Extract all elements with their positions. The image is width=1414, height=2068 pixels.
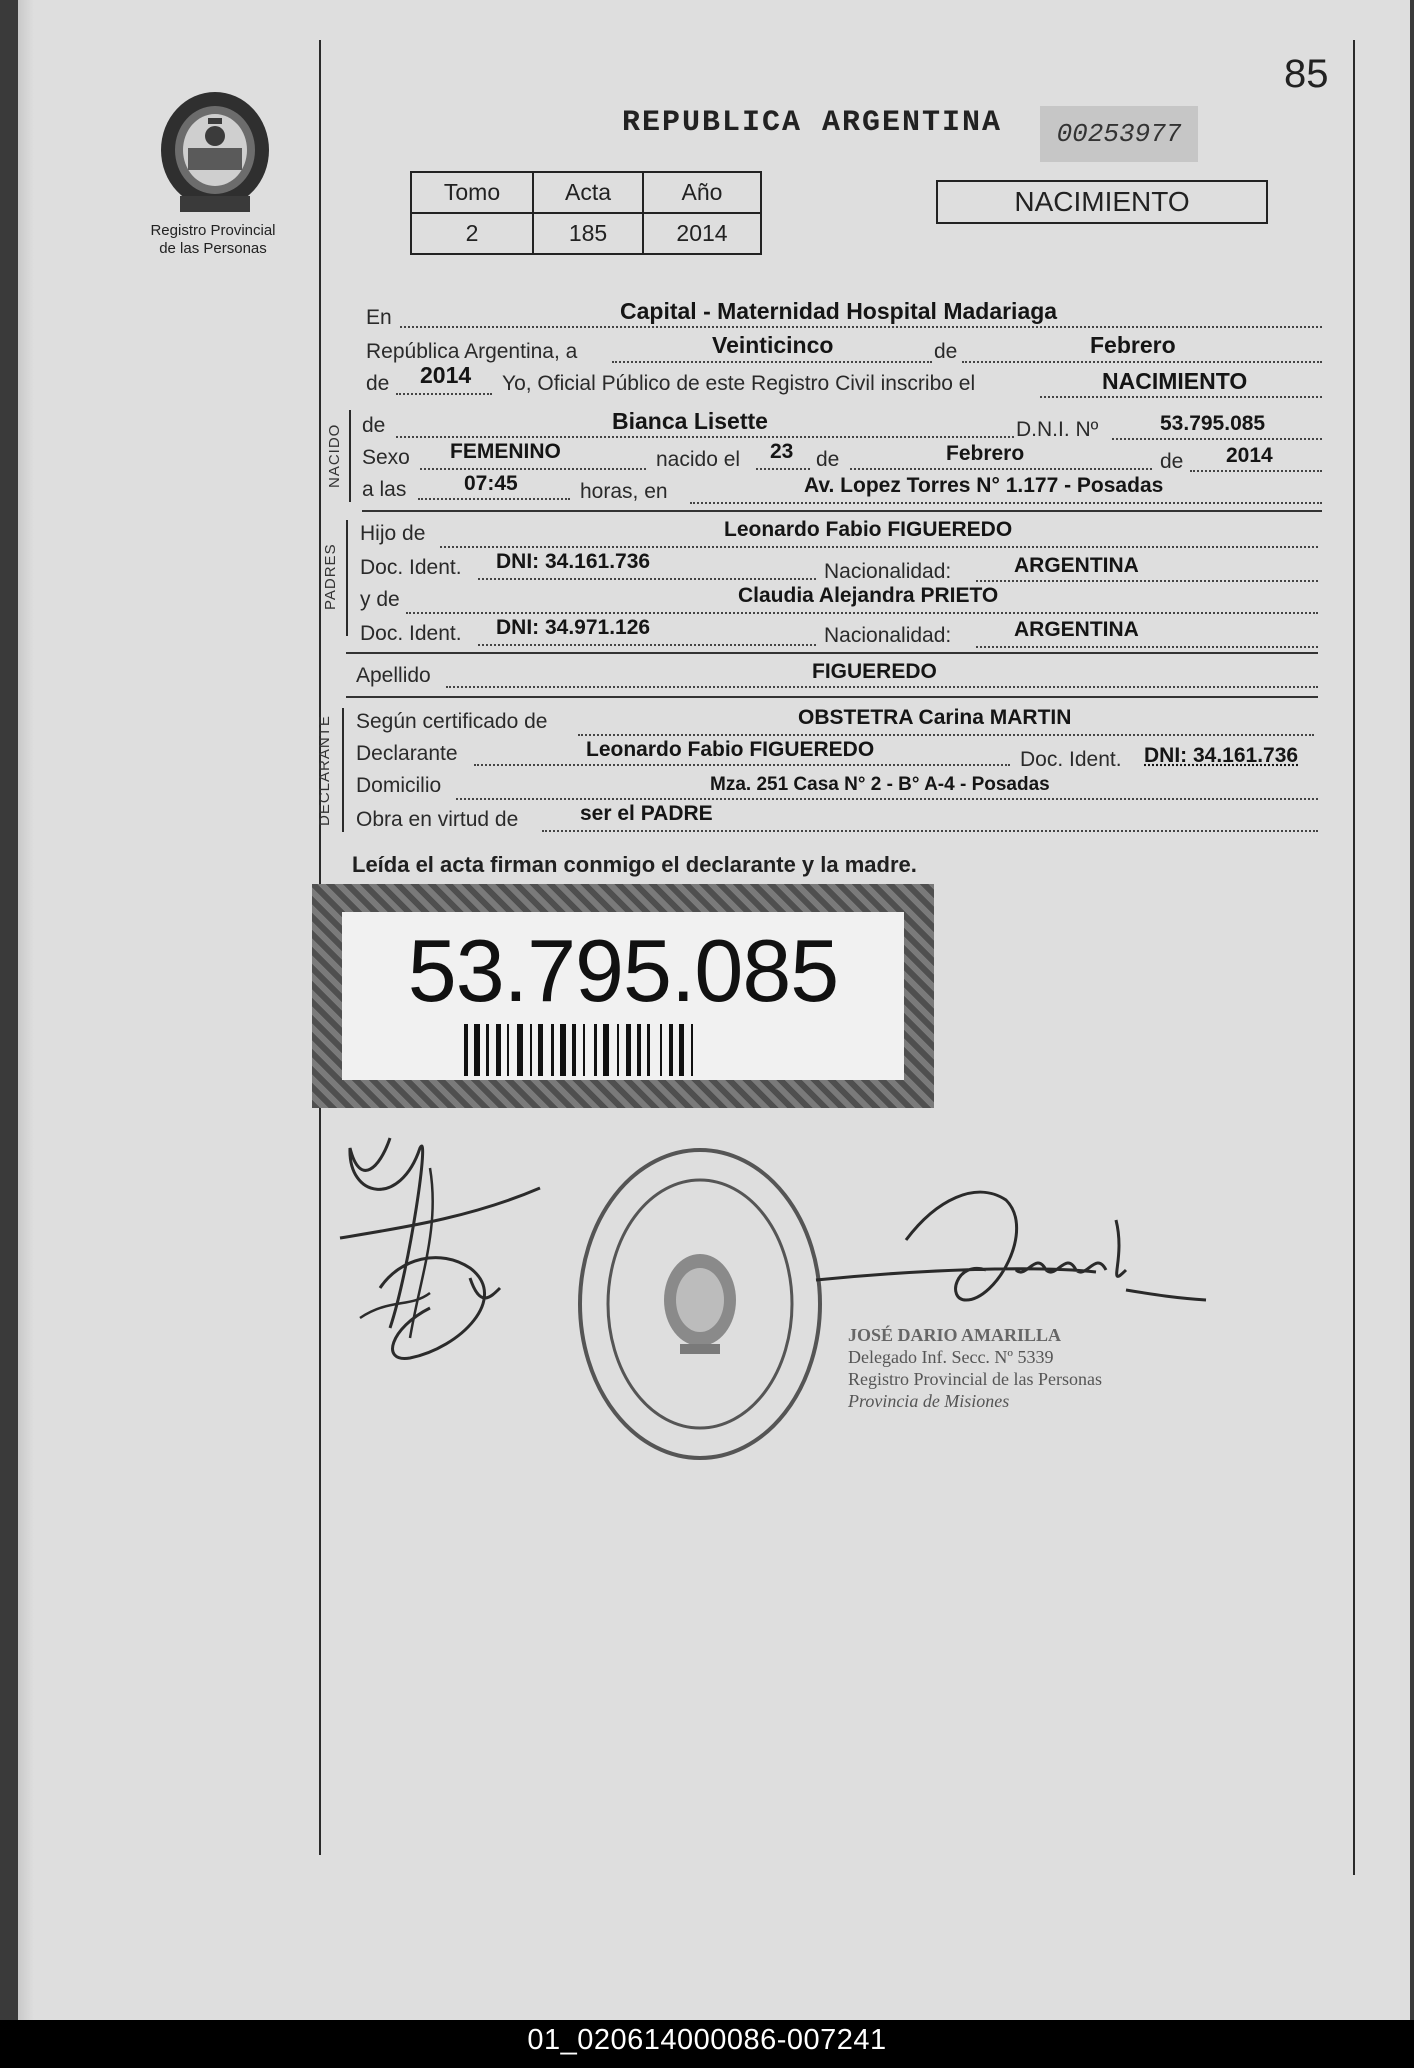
logo-caption-line1: Registro Provincial bbox=[150, 222, 276, 239]
barcode-bar bbox=[517, 1024, 523, 1076]
section-rule bbox=[346, 696, 1318, 698]
page-edge bbox=[18, 0, 34, 2020]
barcode-bar bbox=[669, 1024, 673, 1076]
value-father-doc: DNI: 34.161.736 bbox=[496, 550, 651, 573]
province-coat-of-arms-logo bbox=[158, 88, 272, 216]
value-birth-place: Av. Lopez Torres N° 1.177 - Posadas bbox=[804, 474, 1164, 497]
value-month: Febrero bbox=[1090, 332, 1176, 358]
dotted-line bbox=[542, 830, 1318, 832]
dotted-line bbox=[396, 393, 492, 395]
dni-sticker bbox=[312, 884, 934, 1108]
logo-caption-line2: de las Personas bbox=[159, 240, 267, 257]
right-frame-line bbox=[1353, 40, 1355, 1875]
section-rule bbox=[346, 652, 1318, 654]
dotted-line bbox=[474, 764, 1010, 766]
value-child-dni: 53.795.085 bbox=[1160, 412, 1266, 435]
header-title: REPUBLICA ARGENTINA bbox=[622, 106, 1003, 140]
label-nacido-el: nacido el bbox=[656, 448, 741, 471]
barcode-bar bbox=[538, 1024, 543, 1076]
dni-sticker-number: 53.795.085 bbox=[407, 921, 839, 1020]
barcode-bar bbox=[560, 1024, 566, 1076]
official-title: Delegado Inf. Secc. Nº 5339 bbox=[848, 1347, 1054, 1367]
dotted-line bbox=[850, 468, 1152, 470]
label-horas-en: horas, en bbox=[580, 480, 668, 503]
value-day: Veinticinco bbox=[712, 332, 834, 358]
label-segun-certificado: Según certificado de bbox=[356, 710, 548, 733]
official-signature-block bbox=[848, 1324, 1102, 1412]
logo-caption bbox=[128, 222, 298, 258]
value-capacity: ser el PADRE bbox=[580, 802, 713, 825]
dotted-line bbox=[612, 361, 932, 363]
barcode-bar bbox=[660, 1024, 662, 1076]
section-divider-padres bbox=[346, 520, 348, 636]
value-declarant-doc: DNI: 34.161.736 bbox=[1144, 744, 1299, 767]
value-mother-doc: DNI: 34.971.126 bbox=[496, 616, 651, 639]
barcode-bar bbox=[507, 1024, 509, 1076]
official-name: JOSÉ DARIO AMARILLA bbox=[848, 1325, 1062, 1345]
label-declarante: Declarante bbox=[356, 742, 458, 765]
value-declarant-name: Leonardo Fabio FIGUEREDO bbox=[586, 738, 875, 761]
dni-sticker-label bbox=[342, 912, 904, 1080]
barcode-bar bbox=[647, 1024, 650, 1076]
label-de: de bbox=[934, 340, 958, 363]
section-label-nacido: NACIDO bbox=[326, 423, 343, 488]
barcode-bar bbox=[496, 1024, 501, 1076]
label-yo-oficial: Yo, Oficial Público de este Registro Civil inscribo el bbox=[502, 372, 976, 395]
dotted-line bbox=[1112, 438, 1322, 440]
section-divider-declarante bbox=[342, 708, 344, 832]
label-domicilio: Domicilio bbox=[356, 774, 442, 797]
dotted-line bbox=[406, 612, 1318, 614]
label-doc-ident: Doc. Ident. bbox=[360, 556, 462, 579]
registry-table-header-row bbox=[411, 172, 761, 213]
label-obra-en-virtud: Obra en virtud de bbox=[356, 808, 519, 831]
dotted-line bbox=[478, 578, 816, 580]
barcode-bar bbox=[626, 1024, 631, 1076]
document-type-box: NACIMIENTO bbox=[936, 180, 1268, 224]
value-child-name: Bianca Lisette bbox=[612, 408, 768, 434]
registry-table-value-row bbox=[411, 213, 761, 254]
dotted-line bbox=[418, 498, 570, 500]
dotted-line bbox=[756, 468, 810, 470]
table-value-anio: 2014 bbox=[643, 213, 761, 254]
value-sex: FEMENINO bbox=[450, 440, 561, 463]
label-republica: República Argentina, a bbox=[366, 340, 578, 363]
value-birth-year: 2014 bbox=[1226, 444, 1273, 467]
scan-image-code: 01_020614000086-007241 bbox=[527, 2024, 887, 2056]
barcode-bar bbox=[583, 1024, 585, 1076]
barcode-bar bbox=[594, 1024, 597, 1076]
label-de-year: de bbox=[1160, 450, 1184, 473]
label-y-de: y de bbox=[360, 588, 400, 611]
label-apellido: Apellido bbox=[356, 664, 431, 687]
dotted-line bbox=[478, 644, 816, 646]
barcode-bar bbox=[617, 1024, 619, 1076]
dotted-line bbox=[400, 326, 1322, 328]
table-header-tomo: Tomo bbox=[411, 172, 533, 213]
value-birth-time: 07:45 bbox=[464, 472, 518, 495]
value-apellido: FIGUEREDO bbox=[812, 660, 937, 683]
dotted-line bbox=[1190, 470, 1322, 472]
dotted-line bbox=[420, 468, 646, 470]
closing-statement: Leída el acta firman conmigo el declarante y la madre. bbox=[352, 852, 917, 877]
barcode-bar bbox=[603, 1024, 609, 1076]
barcode-bar bbox=[551, 1024, 554, 1076]
dotted-line bbox=[440, 546, 1318, 548]
section-label-declarante: DECLARANTE bbox=[316, 715, 333, 826]
label-dni: D.N.I. Nº bbox=[1016, 418, 1099, 441]
value-year: 2014 bbox=[420, 362, 472, 388]
dotted-line bbox=[1040, 396, 1322, 398]
serial-number: 00253977 bbox=[1040, 106, 1198, 162]
value-certificate: OBSTETRA Carina MARTIN bbox=[798, 706, 1072, 729]
dotted-line bbox=[578, 734, 1314, 736]
barcode-bar bbox=[474, 1024, 480, 1076]
registry-table bbox=[410, 171, 762, 255]
value-location: Capital - Maternidad Hospital Madariaga bbox=[620, 298, 1058, 324]
value-father-name: Leonardo Fabio FIGUEREDO bbox=[724, 518, 1013, 541]
table-value-acta: 185 bbox=[533, 213, 643, 254]
barcode-bar bbox=[530, 1024, 532, 1076]
label-doc-ident: Doc. Ident. bbox=[360, 622, 462, 645]
barcode-bar bbox=[679, 1024, 684, 1076]
official-org: Registro Provincial de las Personas bbox=[848, 1369, 1102, 1389]
barcode-bar bbox=[691, 1024, 693, 1076]
label-de: de bbox=[366, 372, 390, 395]
dotted-line bbox=[396, 436, 1014, 438]
value-event: NACIMIENTO bbox=[1102, 368, 1248, 394]
section-divider-nacido bbox=[349, 410, 351, 502]
value-birth-day: 23 bbox=[770, 440, 794, 463]
section-rule bbox=[362, 510, 1322, 512]
declarant-signature bbox=[320, 1108, 550, 1378]
label-a-las: a las bbox=[362, 478, 407, 501]
dotted-line bbox=[976, 580, 1318, 582]
section-label-padres: PADRES bbox=[322, 543, 339, 610]
barcode bbox=[464, 1024, 834, 1076]
value-mother-name: Claudia Alejandra PRIETO bbox=[738, 584, 999, 607]
dotted-line bbox=[976, 646, 1318, 648]
value-mother-nationality: ARGENTINA bbox=[1014, 618, 1139, 641]
dotted-line bbox=[446, 686, 1318, 688]
barcode-bar bbox=[464, 1024, 468, 1076]
barcode-bar bbox=[637, 1024, 641, 1076]
label-de: de bbox=[362, 414, 386, 437]
label-hijo-de: Hijo de bbox=[360, 522, 426, 545]
dotted-line bbox=[456, 798, 1318, 800]
barcode-bar bbox=[486, 1024, 489, 1076]
official-signature bbox=[816, 1192, 1206, 1300]
table-header-acta: Acta bbox=[533, 172, 643, 213]
value-birth-month: Febrero bbox=[946, 442, 1025, 465]
barcode-bar bbox=[572, 1024, 576, 1076]
table-value-tomo: 2 bbox=[411, 213, 533, 254]
label-en: En bbox=[366, 306, 392, 329]
label-doc-ident: Doc. Ident. bbox=[1020, 748, 1122, 771]
label-de-month: de bbox=[816, 448, 840, 471]
label-nacionalidad: Nacionalidad: bbox=[824, 624, 952, 647]
value-father-nationality: ARGENTINA bbox=[1014, 554, 1139, 577]
label-sexo: Sexo bbox=[362, 446, 410, 469]
table-header-anio: Año bbox=[643, 172, 761, 213]
label-nacionalidad: Nacionalidad: bbox=[824, 560, 952, 583]
value-address: Mza. 251 Casa N° 2 - B° A-4 - Posadas bbox=[710, 774, 1050, 795]
page-number: 85 bbox=[1284, 52, 1329, 96]
official-province: Provincia de Misiones bbox=[848, 1391, 1010, 1411]
dotted-line bbox=[962, 361, 1322, 363]
dotted-line bbox=[690, 502, 1322, 504]
official-stamp bbox=[574, 1144, 826, 1464]
